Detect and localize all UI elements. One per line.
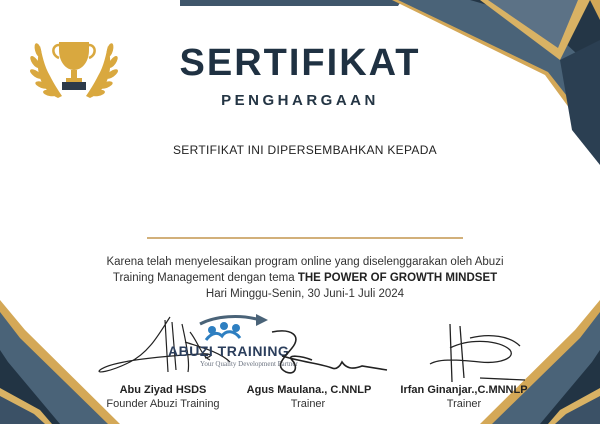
- signature-2: [262, 326, 392, 386]
- signatory-3-role: Trainer: [446, 398, 482, 410]
- body-line-1: Karena telah menyelesaikan program online yang diselenggarakan oleh Abuzi: [106, 256, 504, 268]
- signatory-2-role: Trainer: [290, 398, 326, 410]
- logo-tagline: Your Quality Development Partner: [200, 360, 298, 368]
- certificate-subtitle: PENGHARGAAN: [221, 92, 379, 109]
- program-theme: THE POWER OF GROWTH MINDSET: [297, 272, 498, 284]
- body-line-2-prefix: Training Management dengan tema: [112, 272, 298, 284]
- signature-3: [420, 318, 530, 388]
- signatory-2-name: Agus Maulana., C.NNLP: [246, 384, 372, 396]
- logo-name: ABUZI TRAINING: [168, 343, 290, 359]
- signatory-1-name: Abu Ziyad HSDS: [119, 384, 207, 396]
- event-date: Hari Minggu-Senin, 30 Juni-1 Juli 2024: [205, 288, 405, 300]
- signatory-3-name: Irfan Ginanjar.,C.MNNLP: [400, 384, 528, 396]
- signatory-1-role: Founder Abuzi Training: [106, 398, 220, 410]
- certificate-title: SERTIFIKAT: [179, 42, 421, 84]
- certificate-body: [70, 254, 540, 302]
- presented-to-text: SERTIFIKAT INI DIPERSEMBAHKAN KEPADA: [173, 143, 437, 157]
- recipient-name-line: [147, 237, 463, 239]
